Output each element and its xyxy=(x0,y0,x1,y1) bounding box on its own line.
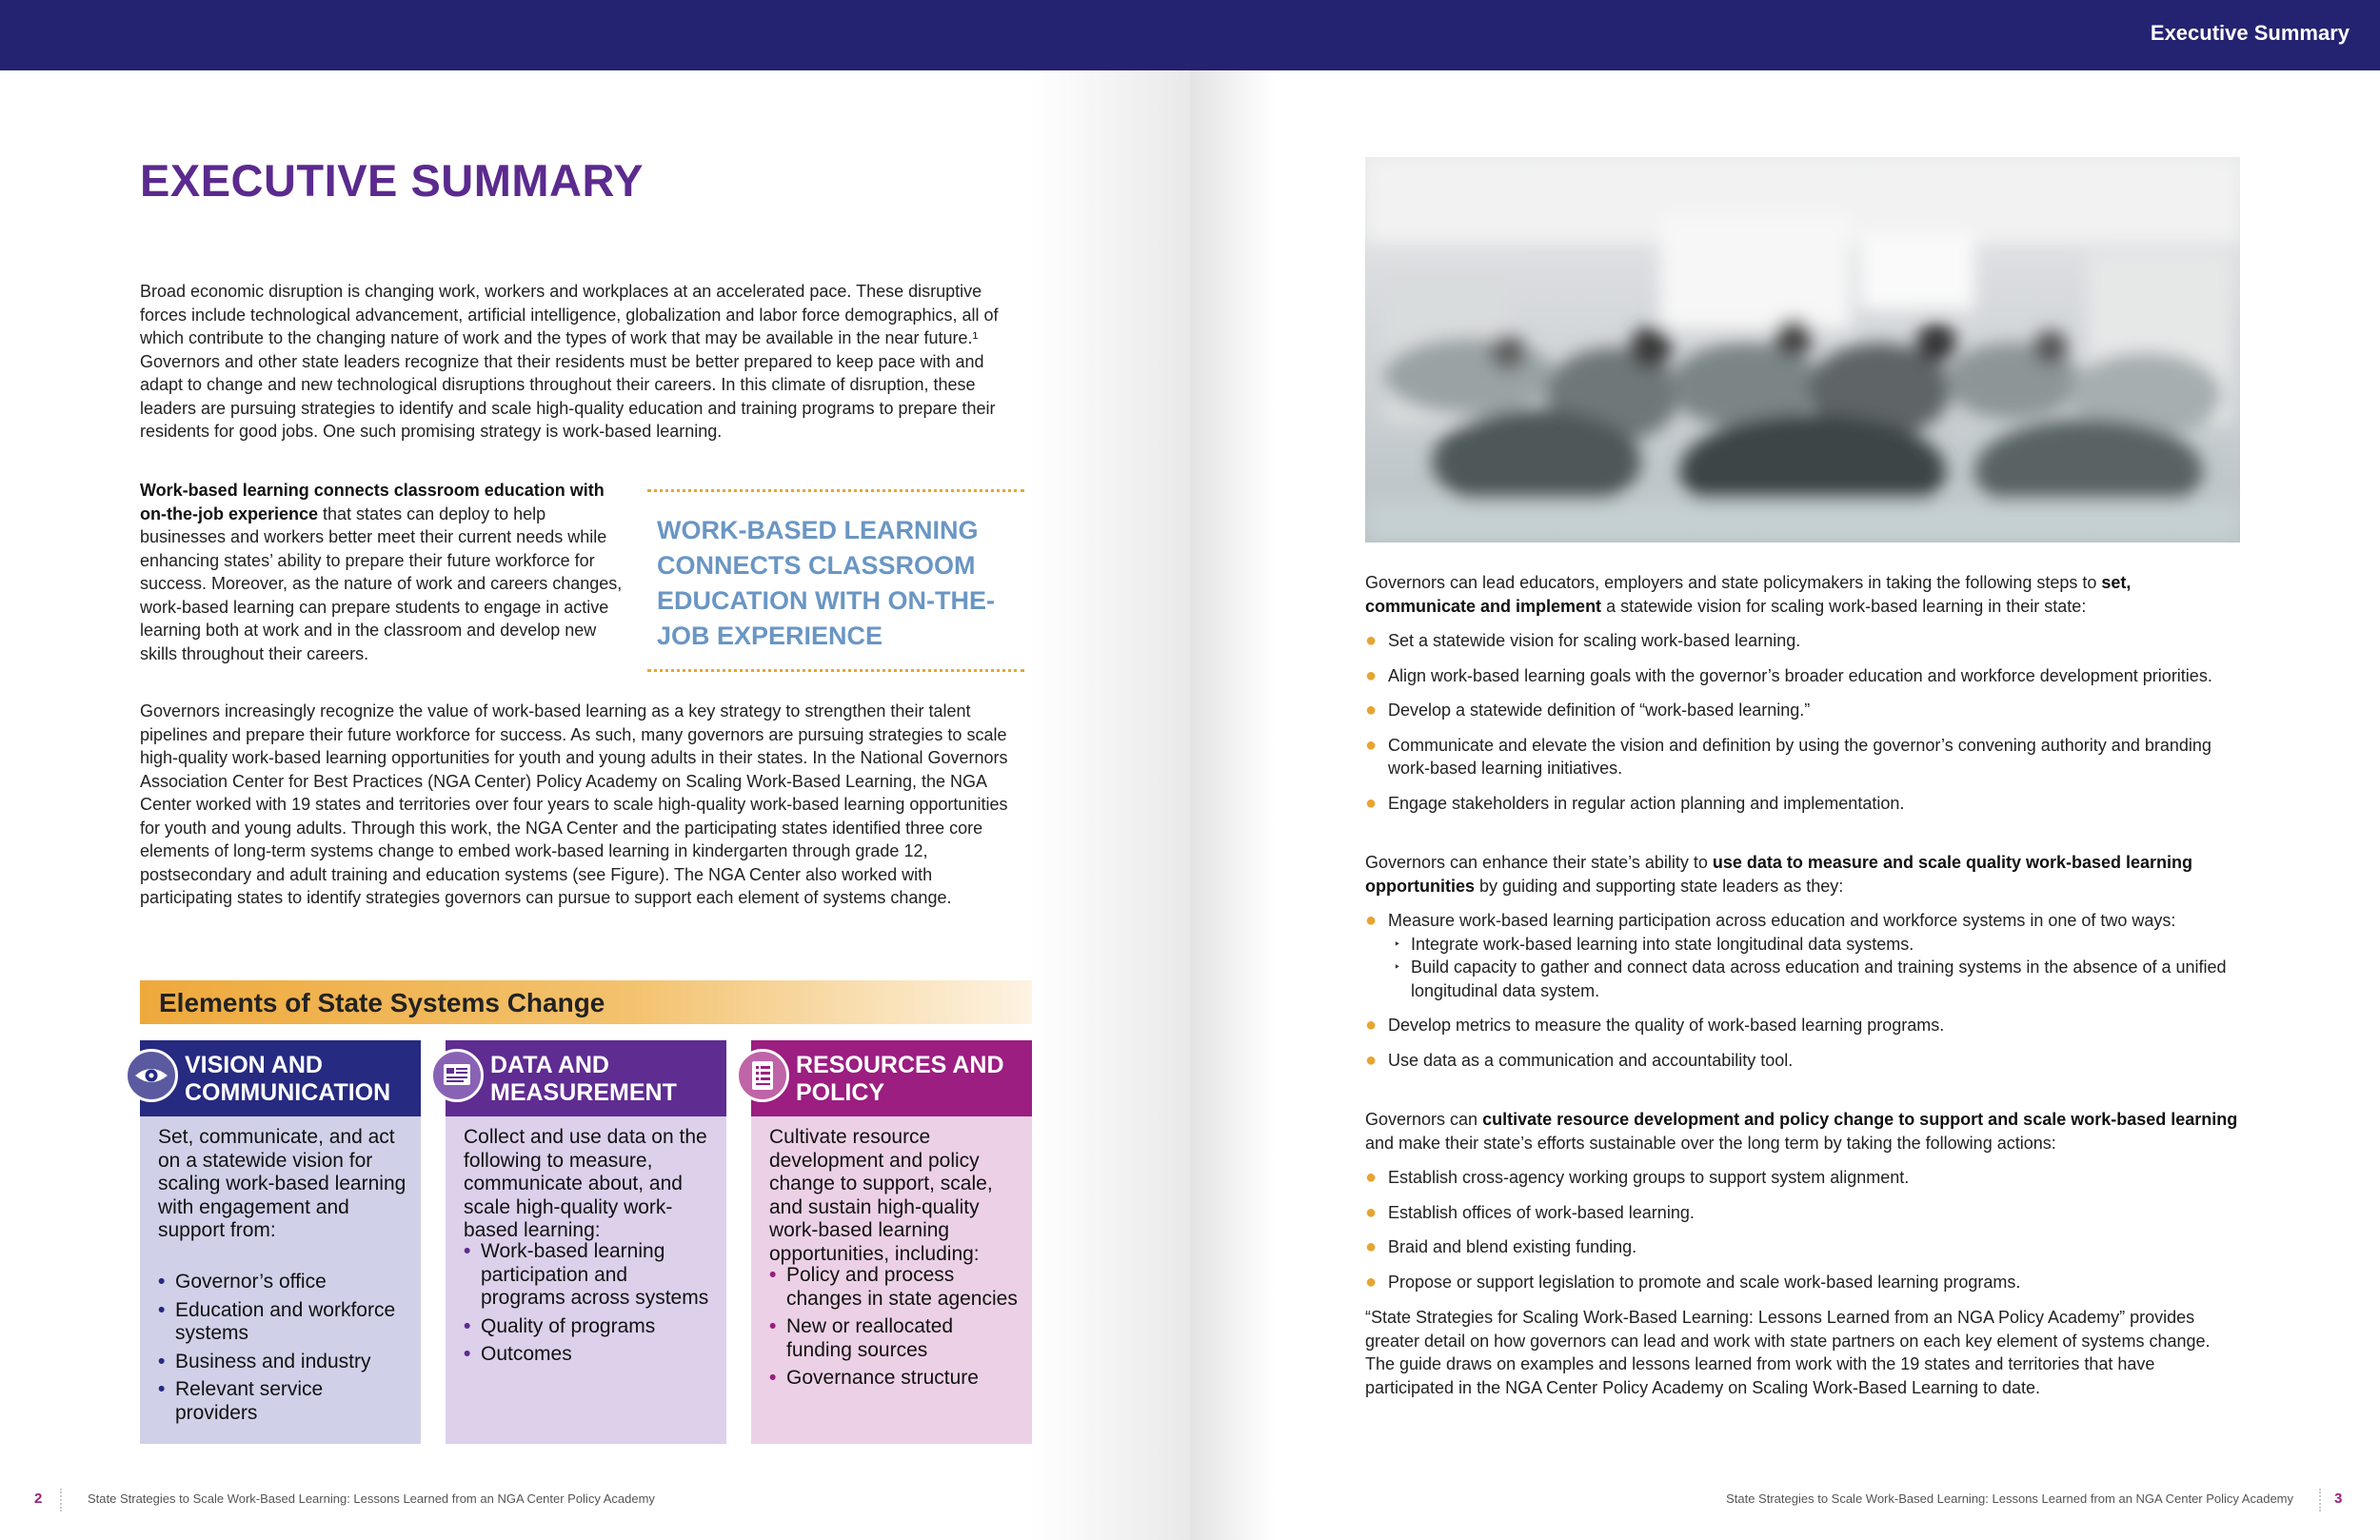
list-item: • Outcomes xyxy=(464,1343,572,1365)
pull-quote-text: WORK-BASED LEARNING CONNECTS CLASSROOM EDUCATION WITH ON-THE-JOB EXPERIENCE xyxy=(657,516,995,650)
data-list xyxy=(1365,909,2241,1083)
card-header xyxy=(446,1040,726,1116)
wbl-paragraph-rest: that states can deploy to help businesses and workers better meet their current needs while enhancing states’ ability to prepare their future workforce for success. Moreover, as the nature of work and careers changes, work-based learning can prepare students to engage in active learning both at work and in the classroom and develop new skills throughout their careers. xyxy=(140,503,623,663)
policy-intro: Governors can cultivate resource development and policy change to support and scale work-based learning and make their state’s efforts sustainable over the long term by taking the following actions: xyxy=(1365,1110,2238,1153)
page-title: EXECUTIVE SUMMARY xyxy=(140,155,645,206)
list-item: ● Establish offices of work-based learning. xyxy=(1365,1201,1695,1223)
list-item: • Business and industry xyxy=(158,1350,371,1372)
section-title: Executive Summary xyxy=(2150,21,2350,45)
elements-header xyxy=(140,980,1032,1024)
wbl-paragraph xyxy=(140,479,623,665)
list-item: • Education and workforce systems xyxy=(158,1298,396,1344)
list-item: ● Develop metrics to measure the quality of work-based learning programs. xyxy=(1365,1015,1945,1036)
sublist-item: ‣ Integrate work-based learning into state longitudinal data systems. xyxy=(1394,934,1914,954)
list-item: ● Use data as a communication and accountability tool. xyxy=(1365,1049,1794,1071)
list-item: • Governance structure xyxy=(769,1367,979,1389)
dashboard-icon xyxy=(430,1049,484,1102)
card-title: VISION AND COMMUNICATION xyxy=(185,1052,391,1106)
page-gutter-shadow xyxy=(1028,70,1190,1540)
card-intro: Cultivate resource development and policy change to support, scale, and sustain high-quality work-based learning opportunities, including: xyxy=(769,1126,993,1265)
card-intro: Set, communicate, and act on a statewide vision for scaling work-based learning with engagement and support from: xyxy=(158,1126,407,1241)
list-item: • Quality of programs xyxy=(464,1314,656,1337)
element-card-resources xyxy=(751,1040,1032,1444)
data-intro: Governors can enhance their state’s ability to use data to measure and scale quality work-based learning opportunities by guiding and supporting state leaders as they: xyxy=(1365,853,2193,896)
classroom-photo xyxy=(1365,157,2240,543)
closing-paragraph: “State Strategies for Scaling Work-Based Learning: Lessons Learned from an NGA Policy Academy” provides greater detail on how governors can lead and work with state partners on each key element of systems change. The guide draws on examples and lessons learned from work with the 19 states and territories that have participated in the NGA Center Policy Academy on Scaling Work-Based Learning to date. xyxy=(1365,1308,2211,1397)
intro-paragraph: Broad economic disruption is changing work, workers and workplaces at an accelerated pace. These disruptive forces include technological advancement, artificial intelligence, globalization and labor force demographics, all of which contribute to the changing nature of work and the types of work that may be available in the near future.¹ Governors and other state leaders recognize that their residents must be better prepared to keep pace with and adapt to change and new technological disruptions throughout their careers. In this climate of disruption, these leaders are pursuing strategies to identify and scale high-quality education and training programs to prepare their residents for good jobs. One such promising strategy is work-based learning. xyxy=(140,282,999,441)
pull-quote xyxy=(647,489,1024,672)
list-item: ● Establish cross-agency working groups to support system alignment. xyxy=(1365,1167,1910,1188)
card-title: DATA AND MEASUREMENT xyxy=(490,1052,677,1106)
card-title: RESOURCES AND POLICY xyxy=(796,1052,1004,1106)
footer-running-title-right: State Strategies to Scale Work-Based Learning: Lessons Learned from an NGA Center Policy Academy xyxy=(1726,1491,2293,1506)
sublist-item: ‣ Build capacity to gather and connect data across education and training systems in the absence of a unified longitudinal data system. xyxy=(1394,958,2227,1000)
list-item: ● Engage stakeholders in regular action planning and implementation. xyxy=(1365,792,1905,814)
card-list xyxy=(464,1240,716,1372)
page-number-right: 3 xyxy=(2334,1491,2343,1507)
card-body xyxy=(140,1116,421,1444)
list-item: • Relevant service providers xyxy=(158,1378,324,1424)
set-list xyxy=(1365,629,2241,826)
list-item: ● Develop a statewide definition of “work-based learning.” xyxy=(1365,700,1811,721)
list-item: ● Communicate and elevate the vision and definition by using the governor’s convening authority and branding work-based learning initiatives. xyxy=(1365,734,2211,778)
eye-icon xyxy=(125,1049,178,1102)
footer-divider xyxy=(2319,1489,2321,1511)
footer-divider xyxy=(60,1489,62,1511)
elements-title: Elements of State Systems Change xyxy=(159,988,605,1017)
list-item: ● Set a statewide vision for scaling work-based learning. xyxy=(1365,630,1801,651)
card-body xyxy=(446,1116,726,1444)
wbl-paragraph-bold: Work-based learning connects classroom education with on-the-job experience xyxy=(140,481,605,523)
list-item: ● Measure work-based learning participation across education and workforce systems in one of two ways: ‣ Integrate work-based learning into state longitudinal data systems. ‣ Build capacity to gather and connect data across education and training systems in the absence of a unified longitudinal data system. xyxy=(1365,909,2241,1002)
classroom-photo-image xyxy=(1365,157,2240,543)
page-gutter-shadow-right xyxy=(1190,70,1276,1540)
card-intro: Collect and use data on the following to measure, communicate about, and scale high-quality work-based learning: xyxy=(464,1126,707,1241)
element-card-vision xyxy=(140,1040,421,1444)
list-item: ● Propose or support legislation to promote and scale work-based learning programs. xyxy=(1365,1271,2021,1293)
card-list xyxy=(769,1264,1021,1395)
document-icon xyxy=(736,1049,789,1102)
policy-list xyxy=(1365,1166,2241,1305)
list-item: ● Align work-based learning goals with the governor’s broader education and workforce development priorities. xyxy=(1365,664,2212,686)
page-number-left: 2 xyxy=(34,1491,43,1507)
data-sublist xyxy=(1388,933,2241,1003)
card-header xyxy=(140,1040,421,1116)
list-item: • Work-based learning participation and programs across systems xyxy=(464,1240,709,1309)
card-header xyxy=(751,1040,1032,1116)
list-item: • Policy and process changes in state agencies xyxy=(769,1264,1018,1310)
card-list xyxy=(158,1271,410,1430)
governors-paragraph: Governors increasingly recognize the value of work-based learning as a key strategy to strengthen their talent pipelines and prepare their future workforce for success. As such, many governors are pursuing strategies to scale high-quality work-based learning opportunities for youth and young adults in their states. In the National Governors Association Center for Best Practices (NGA Center) Policy Academy on Scaling Work-Based Learning, the NGA Center worked with 19 states and territories over four years to scale high-quality work-based learning opportunities for youth and young adults. Through this work, the NGA Center and the participating states identified three core elements of long-term systems change to embed work-based learning in kindergarten through grade 12, postsecondary and adult training and education systems (see Figure). The NGA Center also worked with participating states to identify strategies governors can pursue to support each element of systems change. xyxy=(140,701,1008,907)
list-item: • New or reallocated funding sources xyxy=(769,1315,954,1361)
card-body xyxy=(751,1116,1032,1444)
list-item: • Governor’s office xyxy=(158,1271,327,1293)
list-item: ● Braid and blend existing funding. xyxy=(1365,1236,1637,1257)
set-intro: Governors can lead educators, employers and state policymakers in taking the following steps to set, communicate and implement a statewide vision for scaling work-based learning in their state: xyxy=(1365,573,2132,616)
footer-running-title-left: State Strategies to Scale Work-Based Learning: Lessons Learned from an NGA Center Policy Academy xyxy=(88,1491,655,1506)
element-card-data xyxy=(446,1040,726,1444)
top-banner xyxy=(0,0,2380,70)
